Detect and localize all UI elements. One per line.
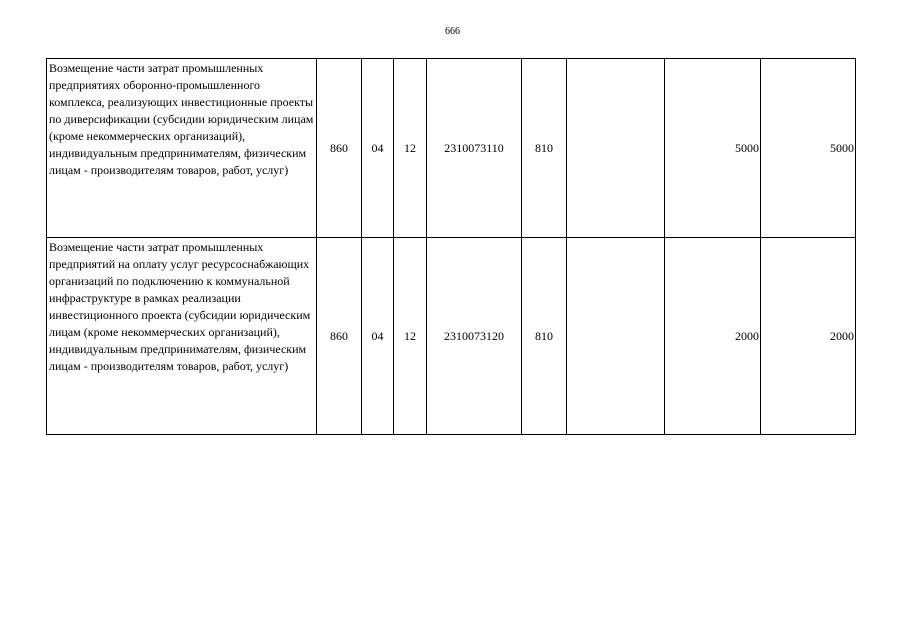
subsection-code: 12 (394, 59, 427, 238)
row-description: Возмещение части затрат промышленных предприятий на оплату услуг ресурсоснабжающих организаций по подключению к коммунальной инфраструктуре в рамках реализации инвестиционного проекта (субсидии юридическим лицам (кроме некоммерческих организаций), индивидуальным предпринимателям, физическим лицам - производителям товаров, работ, услуг) (47, 238, 317, 435)
section-code: 04 (362, 59, 394, 238)
ministry-code: 860 (317, 238, 362, 435)
page-number: 666 (445, 26, 460, 37)
row-description: Возмещение части затрат промышленных предприятиях оборонно-промышленного комплекса, реализующих инвестиционные проекты по диверсификации (субсидии юридическим лицам (кроме некоммерческих организаций), индивидуальным предпринимателям, физическим лицам - производителям товаров, работ, услуг) (47, 59, 317, 238)
amount-cell: 5000 (665, 59, 761, 238)
amount-cell: 2000 (665, 238, 761, 435)
section-code: 04 (362, 238, 394, 435)
amount-cell: 2000 (761, 238, 856, 435)
ministry-code: 860 (317, 59, 362, 238)
table-row (47, 238, 856, 435)
empty-cell (567, 238, 665, 435)
expense-type-code: 810 (522, 59, 567, 238)
budget-table (46, 58, 856, 435)
subsection-code: 12 (394, 238, 427, 435)
expense-type-code: 810 (522, 238, 567, 435)
empty-cell (567, 59, 665, 238)
target-article-code: 2310073110 (427, 59, 522, 238)
amount-cell: 5000 (761, 59, 856, 238)
table-row (47, 59, 856, 238)
target-article-code: 2310073120 (427, 238, 522, 435)
